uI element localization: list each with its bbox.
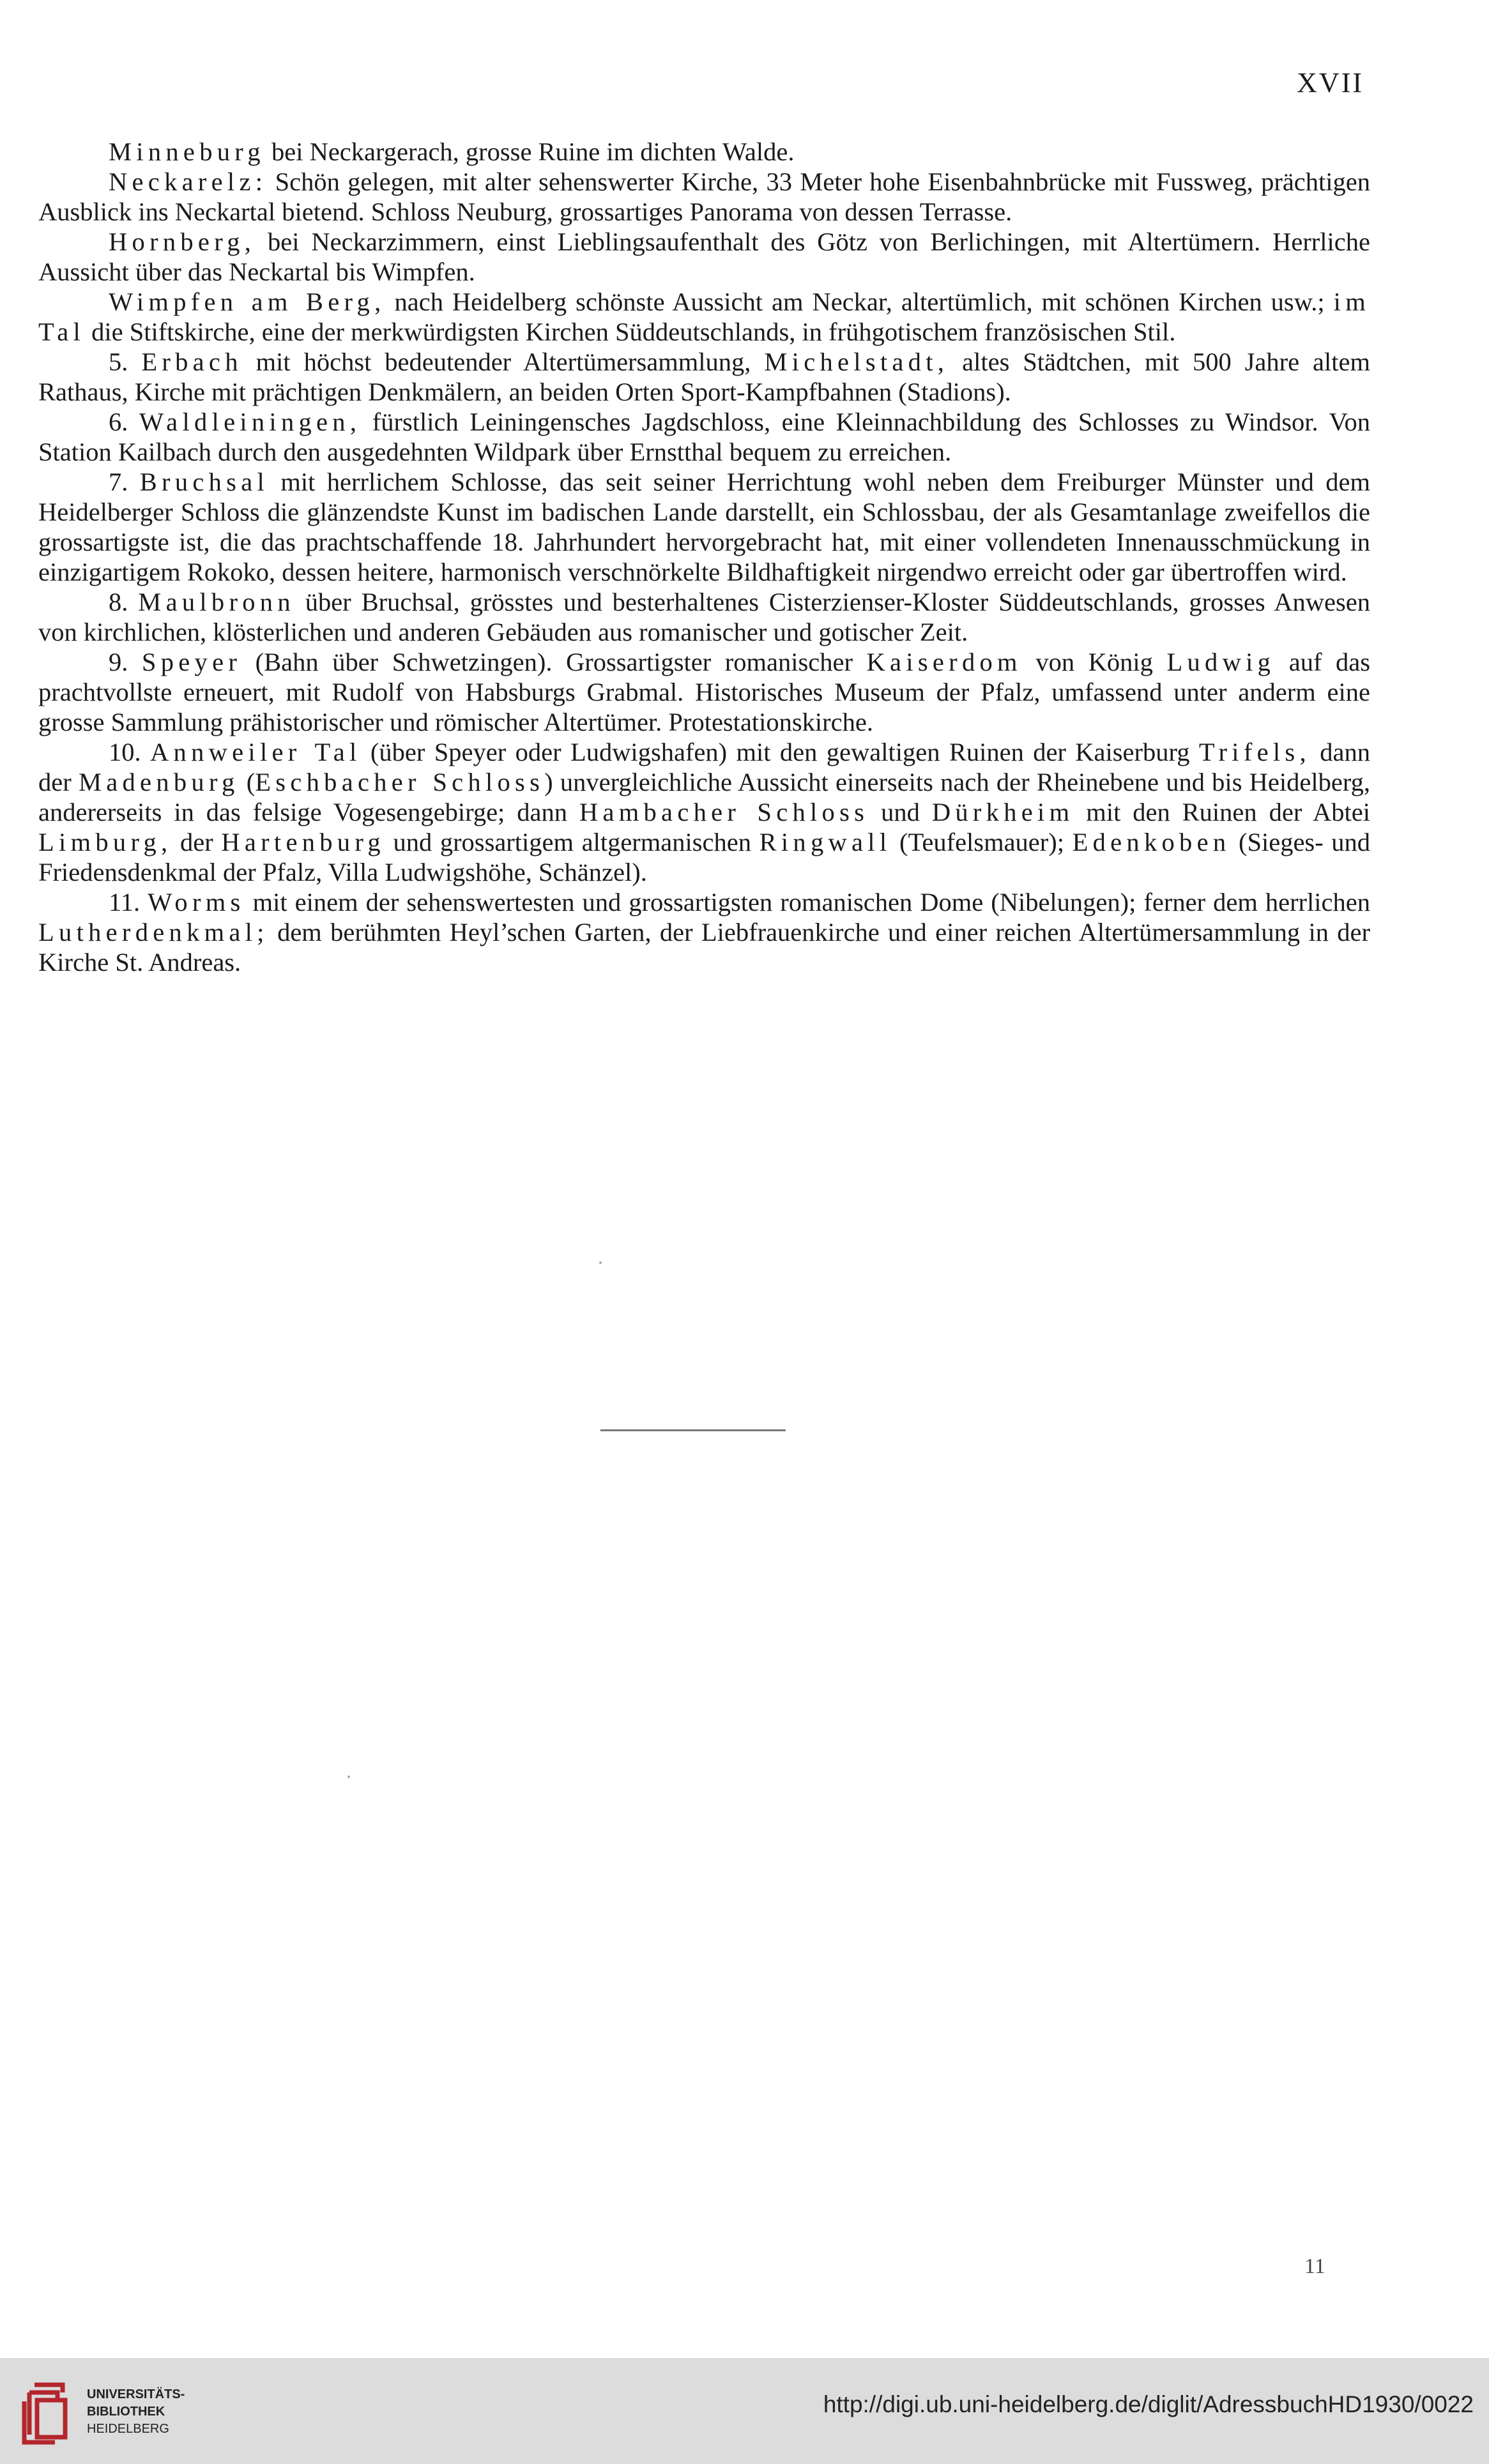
page-number: XVII (1297, 67, 1364, 98)
text-run: 11. (109, 888, 148, 916)
text-run: 6. (109, 407, 139, 436)
text-run: bei Neckarzimmern, einst Lieblingsaufenthalt des Götz von Berlichingen, mit Altertümern. Herrliche Aussicht über das Neckartal bis Wimpfen. (38, 227, 1370, 286)
text-run: fürstlich Leiningensches Jagdschloss, eine Kleinnachbildung des Schlosses zu Windsor. Von Station Kailbach durch den ausgedehnten Wildpark über Ernstthal bequem zu erreichen. (38, 407, 1370, 466)
text-run: mit herrlichem Schlosse, das seit seiner Herrichtung wohl neben dem Freiburger Münster und dem Heidelberger Schloss die glänzendste Kunst im badischen Lande darstellt, ein Schlossbau, der als Gesamtanlage zweifellos die grossartigste ist, die das prachtschaffende 18. Jahrhundert hervorgebracht hat, mit einer vollendeten Innenausschmückung in einzigartigem Rokoko, dessen heitere, harmonisch verschnörkelte Bildhaftigkeit nirgendwo erreicht oder gar übertroffen wird. (38, 468, 1371, 586)
text-run: ( (239, 768, 256, 796)
emphasized-term: Wimpfen am Berg, (109, 287, 386, 316)
emphasized-term: Hartenburg (221, 828, 385, 856)
text-run: über Bruchsal, grösstes und besterhaltenes Cisterzienser-Kloster Süddeutschlands, grosses Anwesen von kirchlichen, klösterlichen und anderen Gebäuden aus romanischer und gotischer Zeit. (38, 588, 1371, 646)
text-run: mit höchst bedeutender Altertümersammlung, (242, 347, 765, 376)
text-run: mit den Ruinen der Abtei (1074, 798, 1370, 826)
paragraph-wimpfen (38, 287, 1370, 347)
paragraph-neckarelz (38, 167, 1370, 227)
text-run: 5. (109, 347, 142, 376)
source-url-link[interactable]: http://digi.ub.uni-heidelberg.de/diglit/AdressbuchHD1930/0022 (823, 2391, 1474, 2417)
paragraph-maulbronn (38, 587, 1370, 647)
text-run: (Sieges- und Friedensdenkmal der Pfalz, Villa Ludwigshöhe, Schänzel). (38, 828, 1371, 886)
emphasized-term: Edenkoben (1072, 828, 1231, 856)
text-run: bei Neckargerach, grosse Ruine im dichten Walde. (264, 137, 795, 166)
scan-speck (599, 1261, 602, 1264)
text-run: dem berühmten Heyl’schen Garten, der Liebfrauenkirche und einer reichen Altertümersammlung in der Kirche St. Andreas. (38, 918, 1370, 977)
emphasized-term: Speyer (141, 648, 242, 676)
text-run: 9. (109, 648, 142, 676)
emphasized-term: Trifels, (1198, 738, 1311, 766)
text-run: Schön gelegen, mit alter sehenswerter Kirche, 33 Meter hohe Eisenbahnbrücke mit Fussweg, prächtigen Ausblick ins Neckartal bietend. Schloss Neuburg, grossartiges Panorama von dessen Terrasse. (38, 167, 1370, 226)
emphasized-term: Madenburg (78, 768, 240, 796)
paragraph-worms (38, 887, 1370, 977)
text-run: 7. (109, 468, 140, 496)
text-run: altes Städtchen, mit 500 Jahre altem Rathaus, Kirche mit prächtigen Denkmälern, an beiden Orten Sport-Kampfbahnen (Stadions). (38, 347, 1370, 406)
paragraph-erbach (38, 347, 1370, 407)
paragraph-waldleiningen (38, 407, 1370, 467)
paragraph-minneburg (38, 137, 1370, 167)
text-run: 8. (109, 588, 139, 616)
paragraph-speyer (38, 647, 1370, 737)
emphasized-term: Worms (148, 888, 245, 916)
emphasized-term: Ludwig (1166, 648, 1276, 676)
paragraph-hornberg (38, 227, 1370, 287)
text-run: (Bahn über Schwetzingen). Grossartigster romanischer (241, 648, 867, 676)
emphasized-term: Annweiler Tal (150, 738, 362, 766)
text-run: 10. (109, 738, 151, 766)
text-run: nach Heidelberg schönste Aussicht am Neckar, altertümlich, mit schönen Kirchen usw.; (385, 287, 1334, 316)
emphasized-term: Neckarelz: (109, 167, 268, 196)
emphasized-term: Maulbronn (138, 588, 295, 616)
text-run: und grossartigem altgermanischen (385, 828, 760, 856)
text-run: dann der (38, 738, 1371, 796)
text-run: (über Speyer oder Ludwigshafen) mit den gewaltigen Ruinen der Kaiserburg (361, 738, 1199, 766)
text-run: ) unvergleichliche Aussicht einerseits nach der Rheinebene und bis Heidelberg, andererseits in das felsige Vogesengebirge; dann (38, 768, 1370, 826)
footer-bar (0, 2358, 1489, 2464)
text-run: (Teufelsmauer); (891, 828, 1073, 856)
emphasized-term: Hambacher Schloss (579, 798, 869, 826)
emphasized-term: Lutherdenkmal; (38, 918, 269, 947)
body-text (38, 137, 1370, 977)
emphasized-term: Waldleiningen, (139, 407, 362, 436)
paragraph-annweiler (38, 737, 1370, 887)
library-logo-icon (15, 2373, 86, 2450)
emphasized-term: Limburg, (38, 828, 172, 856)
emphasized-term: Erbach (141, 347, 243, 376)
text-run: der (172, 828, 222, 856)
library-name: UNIVERSITÄTS- BIBLIOTHEK HEIDELBERG (87, 2387, 185, 2436)
text-run: mit einem der sehenswertesten und grossartigsten romanischen Dome (Nibelungen); ferner dem herrlichen (245, 888, 1370, 916)
signature-mark: 11 (1304, 2255, 1325, 2278)
emphasized-term: Kaiserdom (866, 648, 1022, 676)
text-run: die Stiftskirche, eine der merkwürdigsten Kirchen Süddeutschlands, in frühgotischem französischen Stil. (85, 317, 1176, 346)
text-run: von König (1021, 648, 1167, 676)
paragraph-bruchsal (38, 467, 1370, 587)
text-run: auf das prachtvollste erneuert, mit Rudolf von Habsburgs Grabmal. Historisches Museum der Pfalz, umfassend unter anderm eine grosse Sammlung prähistorischer und römischer Altertümer. Protestationskirche. (38, 648, 1370, 736)
emphasized-term: Bruchsal (139, 468, 270, 496)
scan-speck (347, 1776, 350, 1778)
emphasized-term: Minneburg (109, 137, 265, 166)
emphasized-term: im Tal (38, 287, 1370, 346)
section-divider (600, 1429, 786, 1431)
emphasized-term: Dürkheim (931, 798, 1074, 826)
text-run: und (869, 798, 932, 826)
emphasized-term: Ringwall (759, 828, 892, 856)
emphasized-term: Eschbacher Schloss (255, 768, 545, 796)
emphasized-term: Hornberg, (109, 227, 256, 256)
emphasized-term: Michelstadt, (764, 347, 949, 376)
